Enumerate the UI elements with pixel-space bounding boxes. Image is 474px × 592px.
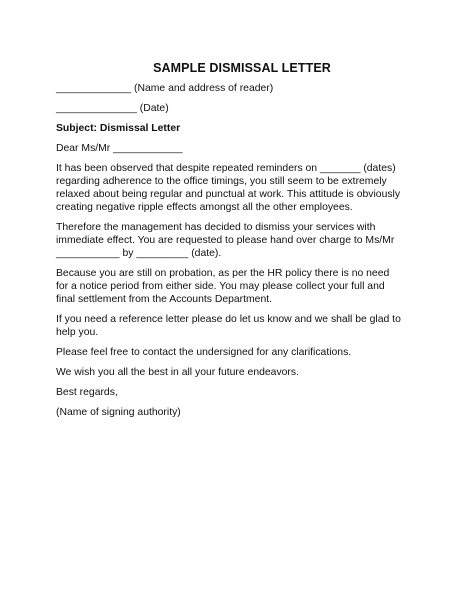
paragraph-line: immediate effect. You are requested to please hand over charge to Ms/Mr bbox=[56, 235, 395, 246]
date-line: ______________ (Date) bbox=[56, 103, 169, 114]
salutation: Dear Ms/Mr ____________ bbox=[56, 143, 183, 154]
paragraph-line: regarding adherence to the office timings, you still seem to be extremely bbox=[56, 176, 387, 187]
paragraph-line: It has been observed that despite repeated reminders on _______ (dates) bbox=[56, 163, 396, 174]
paragraph-line: If you need a reference letter please do let us know and we shall be glad to bbox=[56, 314, 401, 325]
paragraph-line: final settlement from the Accounts Department. bbox=[56, 294, 272, 305]
paragraph-line: creating negative ripple effects amongst all the other employees. bbox=[56, 202, 353, 213]
paragraph-reference bbox=[56, 313, 428, 339]
paragraph-observation bbox=[56, 162, 428, 214]
paragraph-line: Please feel free to contact the undersigned for any clarifications. bbox=[56, 347, 352, 358]
reader-address-line: _____________ (Name and address of reader) bbox=[56, 83, 274, 94]
letter-title: SAMPLE DISMISSAL LETTER bbox=[153, 61, 331, 75]
dismissal-letter bbox=[56, 60, 428, 426]
paragraph-line: We wish you all the best in all your future endeavors. bbox=[56, 367, 299, 378]
closing: Best regards, bbox=[56, 387, 118, 398]
paragraph-line: Therefore the management has decided to dismiss your services with bbox=[56, 222, 376, 233]
paragraph-line: help you. bbox=[56, 327, 99, 338]
paragraph-wishes bbox=[56, 366, 428, 379]
paragraph-decision bbox=[56, 221, 428, 260]
paragraph-line: relaxed about being regular and punctual at work. This attitude is obviously bbox=[56, 189, 401, 200]
paragraph-contact bbox=[56, 346, 428, 359]
paragraph-line: ___________ by _________ (date). bbox=[56, 248, 222, 259]
signature-line: (Name of signing authority) bbox=[56, 407, 181, 418]
paragraph-probation bbox=[56, 267, 428, 306]
paragraph-line: Because you are still on probation, as per the HR policy there is no need bbox=[56, 268, 390, 279]
subject-line: Subject: Dismissal Letter bbox=[56, 123, 181, 134]
paragraph-line: for a notice period from either side. You may please collect your full and bbox=[56, 281, 385, 292]
